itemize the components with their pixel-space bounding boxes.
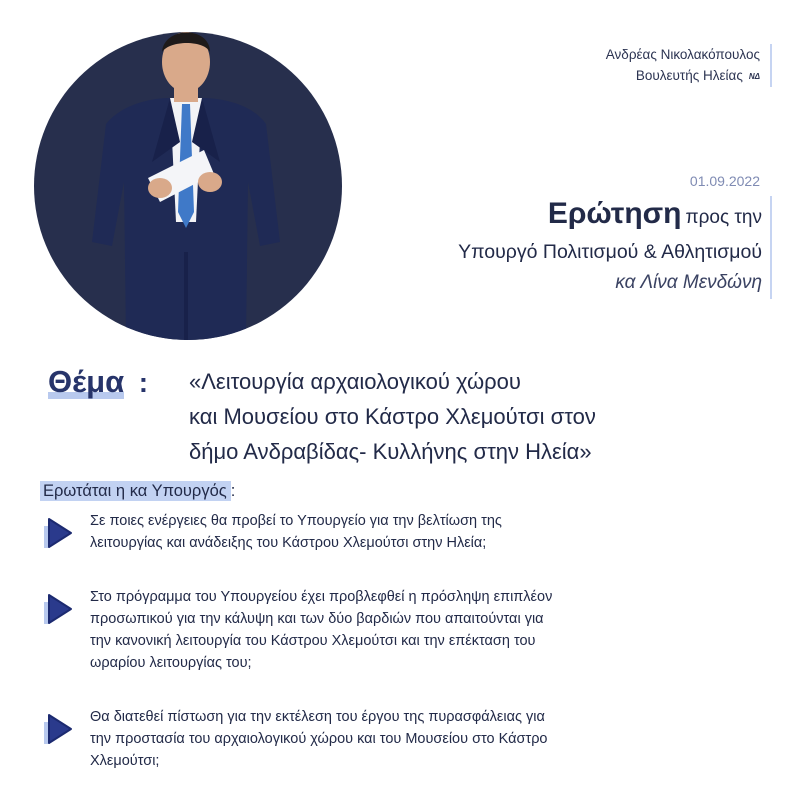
item-line: προσωπικού για την κάλυψη και των δύο βαρδιών που απαιτούνται για — [90, 611, 544, 627]
subject-text — [189, 364, 749, 469]
minister-name: κα Λίνα Μενδώνη — [615, 272, 762, 293]
item-line: Χλεμούτσι; — [90, 753, 160, 769]
ministry-name: Υπουργό Πολιτισμού & Αθλητισμού — [458, 241, 762, 263]
asked-heading — [40, 482, 235, 501]
play-bullet-icon — [44, 592, 74, 626]
play-bullet-icon — [44, 516, 74, 550]
item-line: λειτουργίας και ανάδειξης του Κάστρου Χλεμούτσι στην Ηλεία; — [90, 535, 487, 551]
question-item — [90, 510, 730, 554]
subject-line: δήμο Ανδραβίδας- Κυλλήνης στην Ηλεία» — [189, 439, 592, 464]
date: 01.09.2022 — [689, 173, 760, 189]
play-bullet-icon — [44, 712, 74, 746]
asked-label: Ερωτάται η κα Υπουργός — [40, 481, 231, 501]
subject-label — [48, 364, 148, 400]
item-line: Θα διατεθεί πίστωση για την εκτέλεση του έργου της πυρασφάλειας για — [90, 709, 545, 725]
author-block — [606, 44, 772, 87]
item-line: Σε ποιες ενέργειες θα προβεί το Υπουργείο για την βελτίωση της — [90, 513, 502, 529]
question-item — [90, 706, 730, 772]
subject-colon: : — [138, 367, 149, 398]
subject-label-text: Θέμα — [48, 364, 125, 399]
portrait-figure — [34, 32, 342, 340]
item-line: ωραρίου λειτουργίας του; — [90, 655, 252, 671]
subject-line: «Λειτουργία αρχαιολογικού χώρου — [189, 369, 521, 394]
item-line: την κανονική λειτουργία του Κάστρου Χλεμούτσι και την επέκταση του — [90, 633, 536, 649]
item-line: την προστασία του αρχαιολογικού χώρου και του Μουσείου στο Κάστρο — [90, 731, 548, 747]
author-role: Βουλευτής Ηλείας — [635, 68, 743, 83]
asked-colon: : — [230, 482, 236, 500]
question-item — [90, 586, 730, 674]
party-logo: ΝΔ — [748, 71, 760, 81]
question-to: προς την — [685, 207, 762, 228]
question-heading — [458, 196, 772, 299]
author-name: Ανδρέας Νικολακόπουλος — [605, 47, 760, 62]
subject-line: και Μουσείου στο Κάστρο Χλεμούτσι στον — [189, 404, 596, 429]
item-line: Στο πρόγραμμα του Υπουργείου έχει προβλεφθεί η πρόσληψη επιπλέον — [90, 589, 553, 605]
portrait-photo — [34, 32, 342, 340]
question-title: Ερώτηση — [547, 197, 682, 230]
